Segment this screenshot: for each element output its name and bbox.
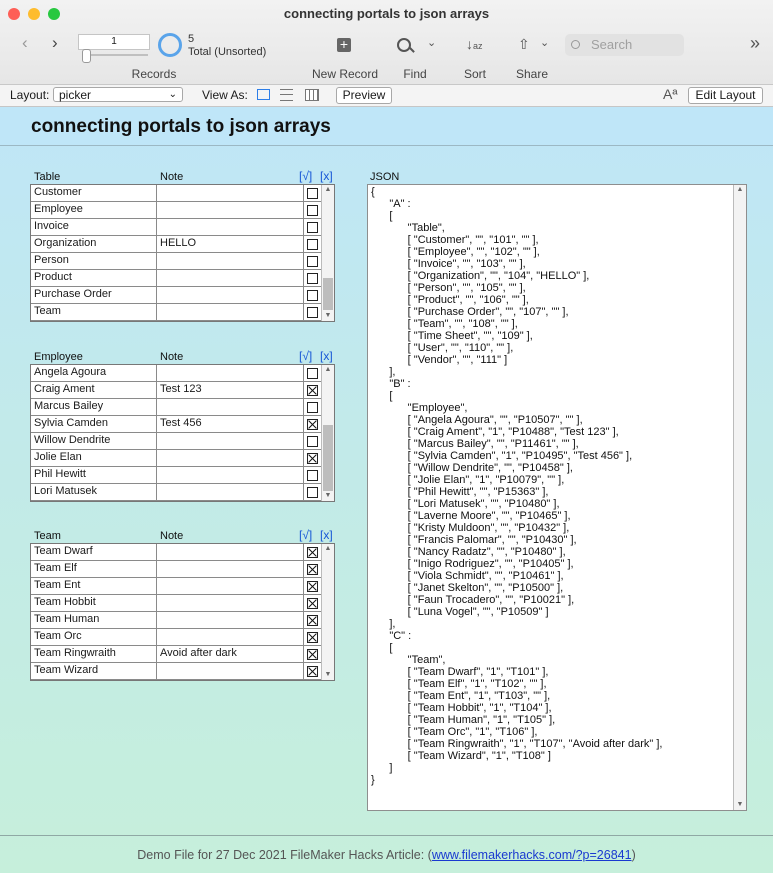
scroll-down-icon[interactable]: ▼ [324, 312, 332, 319]
table-view-icon[interactable] [305, 89, 319, 101]
row-checkbox[interactable] [307, 239, 318, 250]
portal-row[interactable] [31, 612, 321, 629]
layout-content [0, 107, 773, 873]
column-divider [303, 629, 304, 645]
portal-row[interactable] [31, 663, 321, 680]
row-name: Team Elf [34, 562, 77, 574]
json-text: { "A" : [ "Table", [ "Customer", "", "101", "" ], [ "Employee", "", "102", "" ], [ "Invoice", "", "103", "" ], [ "Organization", "", "104", "HELLO" ], [ "Person", "", "105", "" ], [ "Product", "", "106", "" ], [ "Purchase Order", "", "107", "" ], [ "Team", "", "108", "" ], [ "Time Sheet", "", "109" ], [ "User", "", "110", "" ], [ "Vendor", "", "111" ] ], "B" : [ "Employee", [ "Angela Agoura", "", "P10507", "" ], [ "Craig Ament", "1", "P10488", "Test 123" ], [ "Marcus Bailey", "", "P11461", "" ], [ "Sylvia Camden", "1", "P10495", "Test 456" ], [ "Willow Dendrite", "", "P10458" ], [ "Jolie Elan", "1", "P10079", "" ], [ "Phil Hewitt", "", "P15363" ], [ "Lori Matusek", "", "P10480" ], [ "Laverne Moore", "", "P10465" ], [ "Kristy Muldoon", "", "P10432" ], [ "Francis Palomar", "", "P10430" ], [ "Nancy Radatz", "", "P10480" ], [ "Inigo Rodriguez", "", "P10405" ], [ "Viola Schmidt", "", "P10461" ], [ "Janet Skelton", "", "P10500" ], [ "Faun Trocadero", "", "P10021" ], [ "Luna Vogel", "", "P10509" ] ], "C" : [ "Team", [ "Team Dwarf", "1", "T101" ], [ "Team Elf", "1", "T102", "" ], [ "Team Ent", "1", "T103", "" ], [ "Team Hobbit", "1", "T104" ], [ "Team Human", "1", "T105" ], [ "Team Orc", "1", "T106" ], [ "Team Ringwraith", "1", "T107", "Avoid after dark" ], [ "Team Wizard", "1", "T108" ] ] } [371, 186, 663, 786]
json-label: JSON [370, 171, 400, 183]
new-record-button[interactable]: New Record [311, 67, 379, 81]
row-checkbox[interactable] [307, 487, 318, 498]
column-divider [303, 304, 304, 320]
portal-row[interactable] [31, 382, 321, 399]
row-name: Team Wizard [34, 664, 99, 676]
row-name: Customer [34, 186, 82, 198]
row-note[interactable]: Avoid after dark [160, 647, 237, 659]
row-checkbox[interactable] [307, 666, 318, 677]
portal-row[interactable] [31, 236, 321, 253]
column-divider [156, 578, 157, 594]
portal-scrollbar[interactable] [321, 365, 334, 501]
column-divider [156, 561, 157, 577]
record-slider-track[interactable] [84, 54, 148, 56]
portal-row[interactable] [31, 399, 321, 416]
preview-button[interactable]: Preview [336, 87, 392, 104]
records-label: Records [131, 67, 177, 81]
share-icon[interactable]: ⇧ [518, 36, 530, 52]
row-name: Team Human [34, 613, 100, 625]
portal-row[interactable] [31, 484, 321, 501]
article-link[interactable]: www.filemakerhacks.com/?p=26841 [431, 848, 632, 862]
column-divider [303, 253, 304, 269]
column-divider [303, 270, 304, 286]
column-divider [303, 236, 304, 252]
chevron-down-icon[interactable]: ⌄ [427, 37, 437, 49]
row-note[interactable]: HELLO [160, 237, 197, 249]
footer [0, 848, 773, 862]
window-toolbar [0, 0, 773, 85]
search-field[interactable] [565, 34, 684, 56]
column-divider [156, 467, 157, 483]
scroll-thumb[interactable] [323, 278, 333, 310]
column-divider [303, 185, 304, 201]
column-divider [156, 287, 157, 303]
portal-row[interactable] [31, 270, 321, 287]
portal-row[interactable] [31, 253, 321, 270]
row-checkbox[interactable] [307, 632, 318, 643]
row-checkbox[interactable] [307, 385, 318, 396]
record-progress-icon [158, 33, 182, 57]
footer-divider [0, 835, 773, 836]
row-name: Invoice [34, 220, 69, 232]
clear-all-button[interactable]: [x] [320, 528, 333, 542]
row-note[interactable]: Test 456 [160, 417, 202, 429]
column-divider [303, 416, 304, 432]
row-checkbox[interactable] [307, 547, 318, 558]
portal-employee [30, 364, 335, 502]
portal-header-table: Table [34, 171, 61, 183]
scroll-down-icon[interactable]: ▼ [324, 492, 332, 499]
row-checkbox[interactable] [307, 402, 318, 413]
column-divider [303, 219, 304, 235]
portal-row[interactable] [31, 629, 321, 646]
search-icon [571, 40, 580, 49]
column-divider [156, 629, 157, 645]
row-name: Organization [34, 237, 97, 249]
column-divider [303, 595, 304, 611]
column-divider [156, 416, 157, 432]
layout-select[interactable] [53, 87, 183, 102]
column-divider [156, 484, 157, 500]
row-name: Team Ringwraith [34, 647, 116, 659]
scroll-thumb[interactable] [323, 425, 333, 491]
portal-row[interactable] [31, 219, 321, 236]
portal-row[interactable] [31, 365, 321, 382]
row-checkbox[interactable] [307, 273, 318, 284]
chevron-down-icon: ⌄ [168, 89, 177, 100]
column-divider [303, 433, 304, 449]
select-all-button[interactable]: [√] [299, 349, 313, 363]
portal-row[interactable] [31, 450, 321, 467]
toolbar-overflow-icon[interactable]: » [750, 33, 761, 53]
column-divider [303, 202, 304, 218]
portal-header-team: Team [34, 530, 61, 542]
portal-row[interactable] [31, 646, 321, 663]
find-icon[interactable] [397, 38, 411, 52]
row-note[interactable]: Test 123 [160, 383, 202, 395]
portal-scrollbar[interactable] [321, 544, 334, 680]
record-slider-handle[interactable] [82, 49, 91, 63]
portal-row[interactable] [31, 561, 321, 578]
column-divider [156, 219, 157, 235]
column-divider [156, 399, 157, 415]
column-divider [156, 450, 157, 466]
share-button[interactable]: Share [515, 67, 549, 81]
row-name: Sylvia Camden [34, 417, 108, 429]
row-checkbox[interactable] [307, 307, 318, 318]
portal-row[interactable] [31, 467, 321, 484]
layout-label: Layout: [10, 88, 50, 102]
row-name: Angela Agoura [34, 366, 107, 378]
column-divider [303, 663, 304, 679]
record-number-input[interactable]: 1 [78, 34, 150, 50]
column-divider [156, 544, 157, 560]
column-divider [303, 467, 304, 483]
row-name: Jolie Elan [34, 451, 82, 463]
row-checkbox[interactable] [307, 188, 318, 199]
portal-table [30, 184, 335, 322]
portal-row[interactable] [31, 202, 321, 219]
chevron-left-icon[interactable]: ‹ [22, 33, 28, 52]
column-divider [303, 578, 304, 594]
row-name: Purchase Order [34, 288, 112, 300]
row-name: Willow Dendrite [34, 434, 111, 446]
row-name: Marcus Bailey [34, 400, 104, 412]
header-part [0, 107, 773, 146]
portal-row[interactable] [31, 433, 321, 450]
column-divider [156, 433, 157, 449]
row-checkbox[interactable] [307, 419, 318, 430]
json-field[interactable] [367, 184, 747, 811]
row-name: Team [34, 305, 61, 317]
column-divider [156, 236, 157, 252]
text-size-icon[interactable]: Aª [663, 86, 678, 102]
scroll-down-icon[interactable]: ▼ [736, 801, 744, 808]
portal-row[interactable] [31, 578, 321, 595]
column-divider [156, 202, 157, 218]
clear-all-button[interactable]: [x] [320, 169, 333, 183]
scroll-up-icon[interactable]: ▲ [324, 545, 332, 552]
portal-row[interactable] [31, 595, 321, 612]
row-name: Person [34, 254, 69, 266]
find-icon-handle [409, 47, 415, 53]
row-checkbox[interactable] [307, 581, 318, 592]
column-divider [156, 663, 157, 679]
column-divider [303, 382, 304, 398]
column-divider [303, 365, 304, 381]
row-name: Team Dwarf [34, 545, 93, 557]
column-divider [156, 382, 157, 398]
find-button[interactable]: Find [403, 67, 427, 81]
search-placeholder: Search [591, 37, 633, 52]
window-title: connecting portals to json arrays [283, 6, 490, 21]
row-name: Team Ent [34, 579, 81, 591]
portal-row[interactable] [31, 185, 321, 202]
record-status: Total (Unsorted) [188, 46, 267, 58]
select-all-button[interactable]: [√] [299, 169, 313, 183]
row-checkbox[interactable] [307, 470, 318, 481]
portal-row[interactable] [31, 544, 321, 561]
column-divider [156, 595, 157, 611]
row-checkbox[interactable] [307, 564, 318, 575]
column-divider [303, 450, 304, 466]
edit-layout-button[interactable]: Edit Layout [688, 87, 763, 104]
select-all-button[interactable]: [√] [299, 528, 313, 542]
row-name: Craig Ament [34, 383, 95, 395]
portal-header-note: Note [160, 530, 184, 542]
page-title: connecting portals to json arrays [31, 116, 331, 137]
column-divider [156, 253, 157, 269]
sort-icon[interactable]: ↓az [466, 36, 483, 52]
row-name: Team Orc [34, 630, 82, 642]
column-divider [303, 484, 304, 500]
row-name: Phil Hewitt [34, 468, 86, 480]
sort-button[interactable]: Sort [463, 67, 486, 81]
chevron-right-icon[interactable]: › [52, 33, 58, 52]
form-view-icon[interactable] [257, 89, 270, 100]
portal-header-note: Note [160, 171, 184, 183]
column-divider [303, 646, 304, 662]
column-divider [303, 287, 304, 303]
column-divider [303, 612, 304, 628]
row-checkbox[interactable] [307, 615, 318, 626]
column-divider [303, 399, 304, 415]
row-checkbox[interactable] [307, 453, 318, 464]
json-scrollbar[interactable] [733, 185, 746, 810]
layout-bar [0, 85, 773, 107]
row-checkbox[interactable] [307, 649, 318, 660]
column-divider [303, 544, 304, 560]
portal-row[interactable] [31, 287, 321, 304]
portal-scrollbar[interactable] [321, 185, 334, 321]
row-checkbox[interactable] [307, 368, 318, 379]
column-divider [156, 612, 157, 628]
row-name: Product [34, 271, 72, 283]
chevron-down-icon[interactable]: ⌄ [540, 37, 550, 49]
clear-all-button[interactable]: [x] [320, 349, 333, 363]
row-name: Team Hobbit [34, 596, 96, 608]
footer-text: Demo File for 27 Dec 2021 FileMaker Hacks Article: ( [137, 848, 432, 862]
view-as-label: View As: [202, 88, 248, 102]
row-checkbox[interactable] [307, 290, 318, 301]
row-name: Lori Matusek [34, 485, 97, 497]
row-checkbox[interactable] [307, 256, 318, 267]
column-divider [303, 561, 304, 577]
column-divider [156, 270, 157, 286]
scroll-up-icon[interactable]: ▲ [324, 366, 332, 373]
record-count: 5 [188, 33, 195, 45]
column-divider [156, 304, 157, 320]
row-checkbox[interactable] [307, 436, 318, 447]
row-checkbox[interactable] [307, 222, 318, 233]
portal-row[interactable] [31, 416, 321, 433]
portal-row[interactable] [31, 304, 321, 321]
scroll-up-icon[interactable]: ▲ [736, 186, 744, 193]
layout-select-value: picker [59, 88, 92, 102]
portal-team [30, 543, 335, 681]
portal-header-employee: Employee [34, 351, 83, 363]
scroll-up-icon[interactable]: ▲ [324, 186, 332, 193]
column-divider [156, 646, 157, 662]
new-record-icon[interactable]: + [337, 38, 351, 52]
row-checkbox[interactable] [307, 598, 318, 609]
column-divider [156, 365, 157, 381]
row-checkbox[interactable] [307, 205, 318, 216]
column-divider [156, 185, 157, 201]
footer-suffix: ) [631, 848, 636, 862]
row-name: Employee [34, 203, 83, 215]
list-view-icon[interactable] [280, 89, 293, 101]
scroll-down-icon[interactable]: ▼ [324, 671, 332, 678]
portal-header-note: Note [160, 351, 184, 363]
